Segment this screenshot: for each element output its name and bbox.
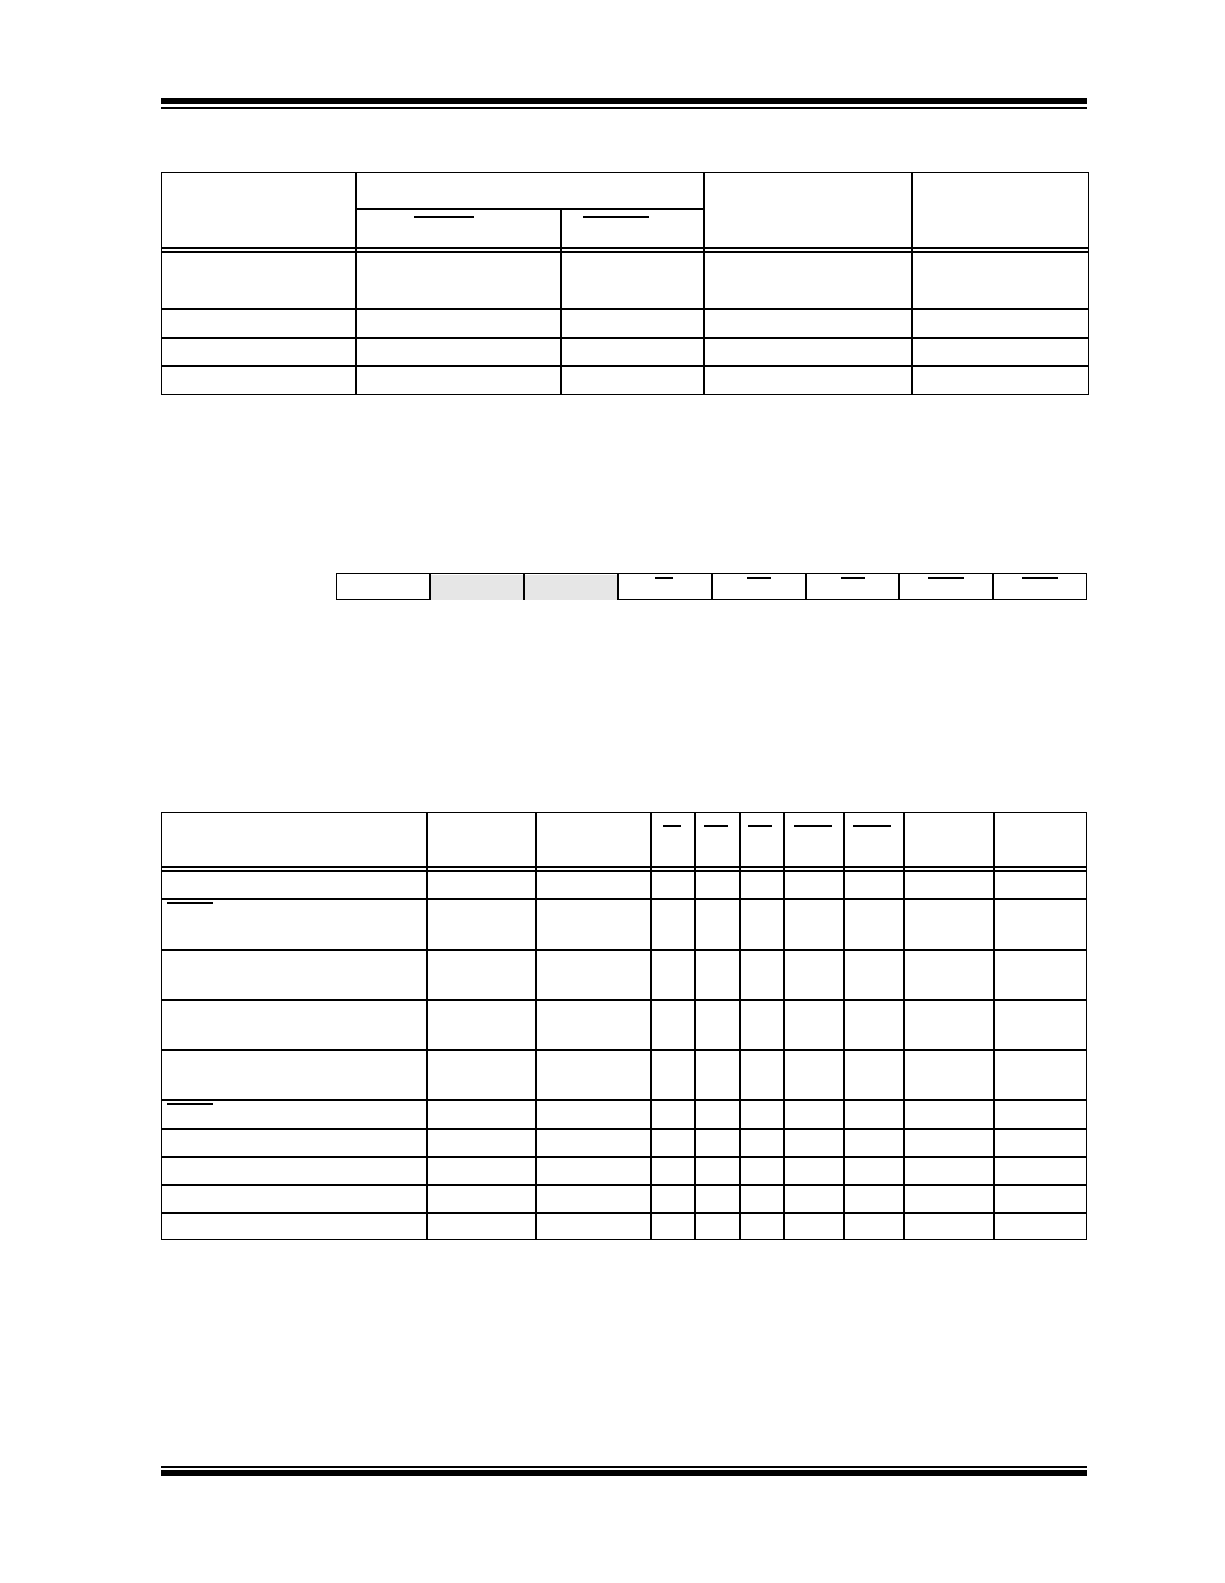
table-1	[161, 172, 1089, 395]
overline-mark	[655, 577, 673, 579]
register-bit-strip	[336, 573, 1088, 601]
header-rule-thin	[161, 107, 1087, 109]
overline-mark	[663, 825, 681, 827]
shaded-bit-cell	[431, 575, 618, 600]
overline-mark	[853, 825, 891, 827]
overline-mark	[928, 577, 964, 579]
overline-mark	[841, 577, 865, 579]
footer-rule-thick	[161, 1470, 1087, 1476]
overline-mark	[794, 825, 832, 827]
header-rule-thick	[161, 98, 1087, 104]
overline-mark	[167, 902, 213, 904]
overline-mark	[704, 825, 728, 827]
overline-mark	[748, 825, 772, 827]
overline-mark	[1022, 577, 1058, 579]
overline-mark	[583, 216, 649, 218]
overline-mark	[414, 216, 474, 218]
table-2	[161, 812, 1089, 1242]
overline-mark	[167, 1103, 213, 1105]
footer-rule-thin	[161, 1466, 1087, 1468]
overline-mark	[747, 577, 771, 579]
